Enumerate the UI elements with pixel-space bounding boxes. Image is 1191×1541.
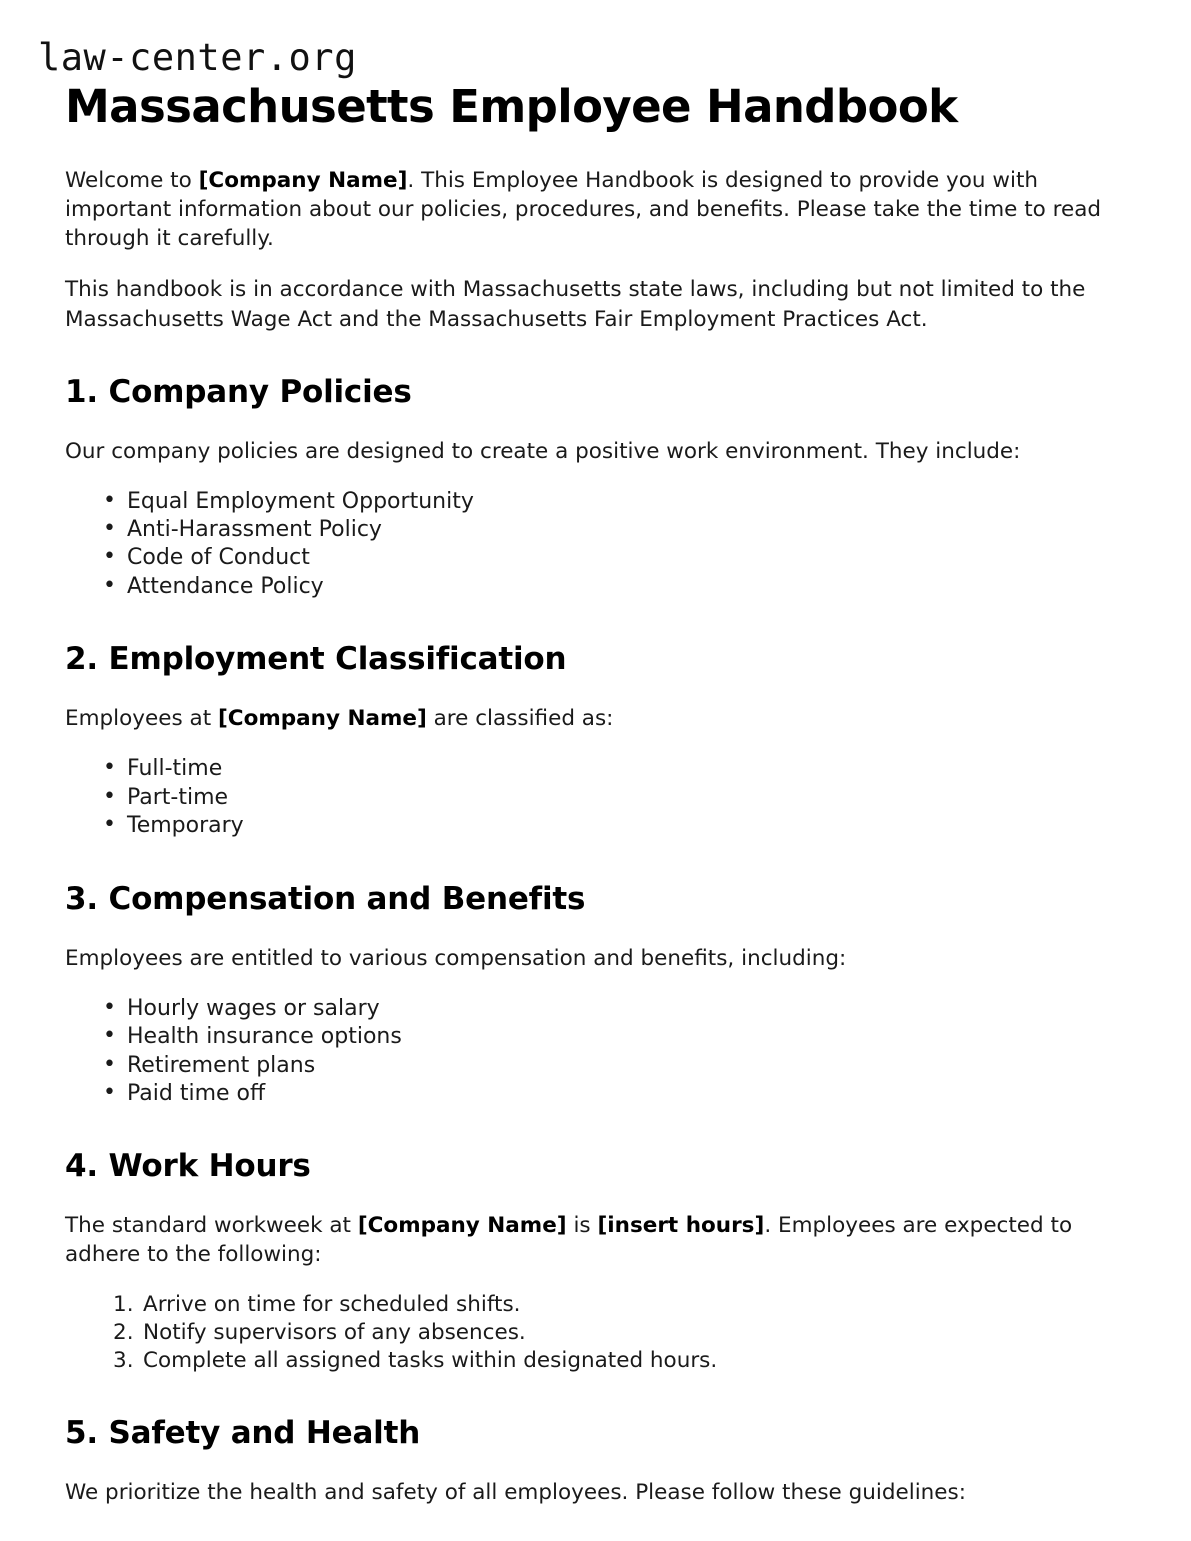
- list-item: • Part-time: [103, 784, 1121, 812]
- list-item: • Health insurance options: [103, 1023, 1121, 1051]
- section-intro-before: The standard workweek at: [65, 1213, 358, 1239]
- list-item: • Anti-Harassment Policy: [103, 516, 1121, 544]
- company-name-placeholder: [Company Name]: [357, 1213, 567, 1239]
- employment-classification-list: [65, 755, 1121, 840]
- company-name-placeholder: [Company Name]: [198, 168, 408, 194]
- intro-paragraph-1-before: Welcome to: [65, 168, 199, 194]
- section-intro-work-hours: [65, 1211, 1121, 1269]
- section-heading-employment-classification: 2. Employment Classification: [65, 641, 567, 678]
- list-item: • Paid time off: [103, 1080, 1121, 1108]
- section-intro-middle: is: [566, 1213, 598, 1239]
- intro-paragraph-1-after: . This Employee Handbook is designed to provide you with important information about our policies, procedures, and benefits. Please take the time to read through it carefully.: [65, 168, 1102, 252]
- company-name-placeholder: [Company Name]: [217, 706, 427, 732]
- page-title: Massachusetts Employee Handbook: [65, 79, 958, 133]
- section-heading-compensation-and-benefits: 3. Compensation and Benefits: [65, 880, 586, 917]
- list-item: • Equal Employment Opportunity: [103, 488, 1121, 516]
- section-heading-company-policies: 1. Company Policies: [65, 373, 412, 410]
- company-policies-list: [65, 488, 1121, 602]
- intro-paragraph-2: This handbook is in accordance with Massachusetts state laws, including but not limited to the Massachusetts Wage Act and the Massachusetts Fair Employment Practices Act.: [65, 277, 1086, 332]
- compensation-and-benefits-list: [65, 995, 1121, 1109]
- list-item: Notify supervisors of any absences.: [143, 1320, 526, 1346]
- list-item: Complete all assigned tasks within designated hours.: [143, 1348, 718, 1374]
- list-item: • Full-time: [103, 755, 1121, 783]
- section-intro-after: . Employees are expected to adhere to the following:: [65, 1213, 1073, 1268]
- section-intro-company-policies: Our company policies are designed to create a positive work environment. They include:: [65, 438, 1021, 464]
- section-intro-after: are classified as:: [426, 706, 614, 732]
- work-hours-list: [65, 1291, 1121, 1375]
- list-item: • Retirement plans: [103, 1052, 1121, 1080]
- site-logo: law-center.org: [38, 36, 357, 79]
- insert-hours-placeholder: [insert hours]: [597, 1213, 765, 1239]
- section-heading-safety-and-health: 5. Safety and Health: [65, 1415, 421, 1452]
- list-item: Arrive on time for scheduled shifts.: [143, 1292, 521, 1318]
- document-content: [38, 81, 1121, 1508]
- section-intro-employment-classification: [65, 704, 1121, 733]
- list-item: • Code of Conduct: [103, 544, 1121, 572]
- section-intro-compensation-and-benefits: Employees are entitled to various compensation and benefits, including:: [65, 945, 847, 971]
- section-intro-before: Employees at: [65, 706, 218, 732]
- section-intro-safety-and-health: We prioritize the health and safety of all employees. Please follow these guidelines:: [65, 1480, 966, 1506]
- list-item: • Temporary: [103, 812, 1121, 840]
- list-item: • Attendance Policy: [103, 573, 1121, 601]
- intro-paragraph-1: [65, 166, 1121, 253]
- section-heading-work-hours: 4. Work Hours: [65, 1148, 311, 1185]
- list-item: • Hourly wages or salary: [103, 995, 1121, 1023]
